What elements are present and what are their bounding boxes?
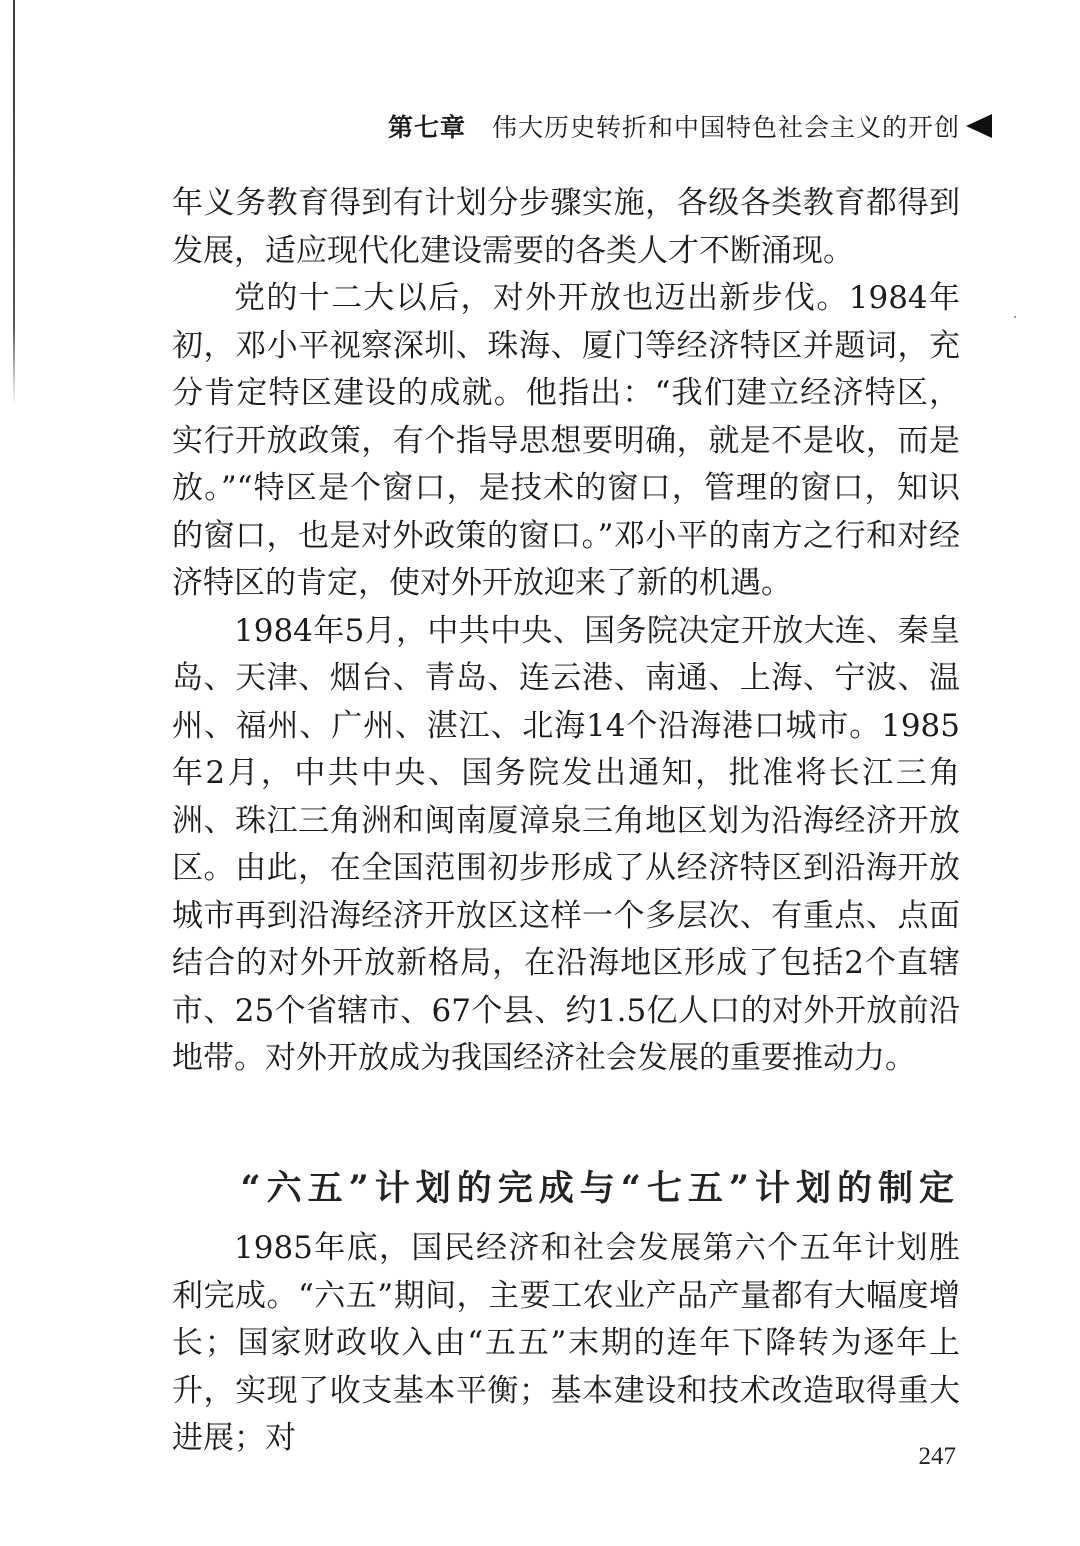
section-heading: “六五”计划的完成与“七五”计划的制定 <box>240 1168 960 1210</box>
page-number: 247 <box>918 1443 956 1470</box>
paragraph-continued: 年义务教育得到有计划分步骤实施，各级各类教育都得到发展，适应现代化建设需要的各类人才不断涌现。 <box>172 185 960 269</box>
chapter-title: 伟大历史转折和中国特色社会主义的开创 <box>491 113 960 142</box>
scan-speck <box>1014 316 1016 318</box>
body-text-bottom <box>172 1225 960 1463</box>
chapter-number: 第七章 <box>387 113 466 142</box>
left-triangle-icon <box>966 114 992 138</box>
body-text-top <box>172 180 960 1083</box>
paragraph-sixth-five-year-plan: 1985年底，国民经济和社会发展第六个五年计划胜利完成。“六五”期间，主要工农业产品产量都有大幅度增长；国家财政收入由“五五”末期的连年下降转为逐年上升，实现了收支基本平衡；基本建设和技术改造取得重大进展；对 <box>172 1230 960 1456</box>
paragraph-opening-up: 党的十二大以后，对外开放也迈出新步伐。1984年初，邓小平视察深圳、珠海、厦门等经济特区并题词，充分肯定特区建设的成就。他指出：“我们建立经济特区，实行开放政策，有个指导思想要明确，就是不是收，而是放。”“特区是个窗口，是技术的窗口，管理的窗口，知识的窗口，也是对外政策的窗口。”邓小平的南方之行和对经济特区的肯定，使对外开放迎来了新的机遇。 <box>172 280 960 601</box>
scan-binding-edge <box>13 0 15 405</box>
paragraph-coastal-cities: 1984年5月，中共中央、国务院决定开放大连、秦皇岛、天津、烟台、青岛、连云港、南通、上海、宁波、温州、福州、广州、湛江、北海14个沿海港口城市。1985年2月，中共中央、国务院发出通知，批准将长江三角洲、珠江三角洲和闽南厦漳泉三角地区划为沿海经济开放区。由此，在全国范围初步形成了从经济特区到沿海开放城市再到沿海经济开放区这样一个多层次、有重点、点面结合的对外开放新格局，在沿海地区形成了包括2个直辖市、25个省辖市、67个县、约1.5亿人口的对外开放前沿地带。对外开放成为我国经济社会发展的重要推动力。 <box>172 612 960 1076</box>
running-head <box>388 108 992 144</box>
